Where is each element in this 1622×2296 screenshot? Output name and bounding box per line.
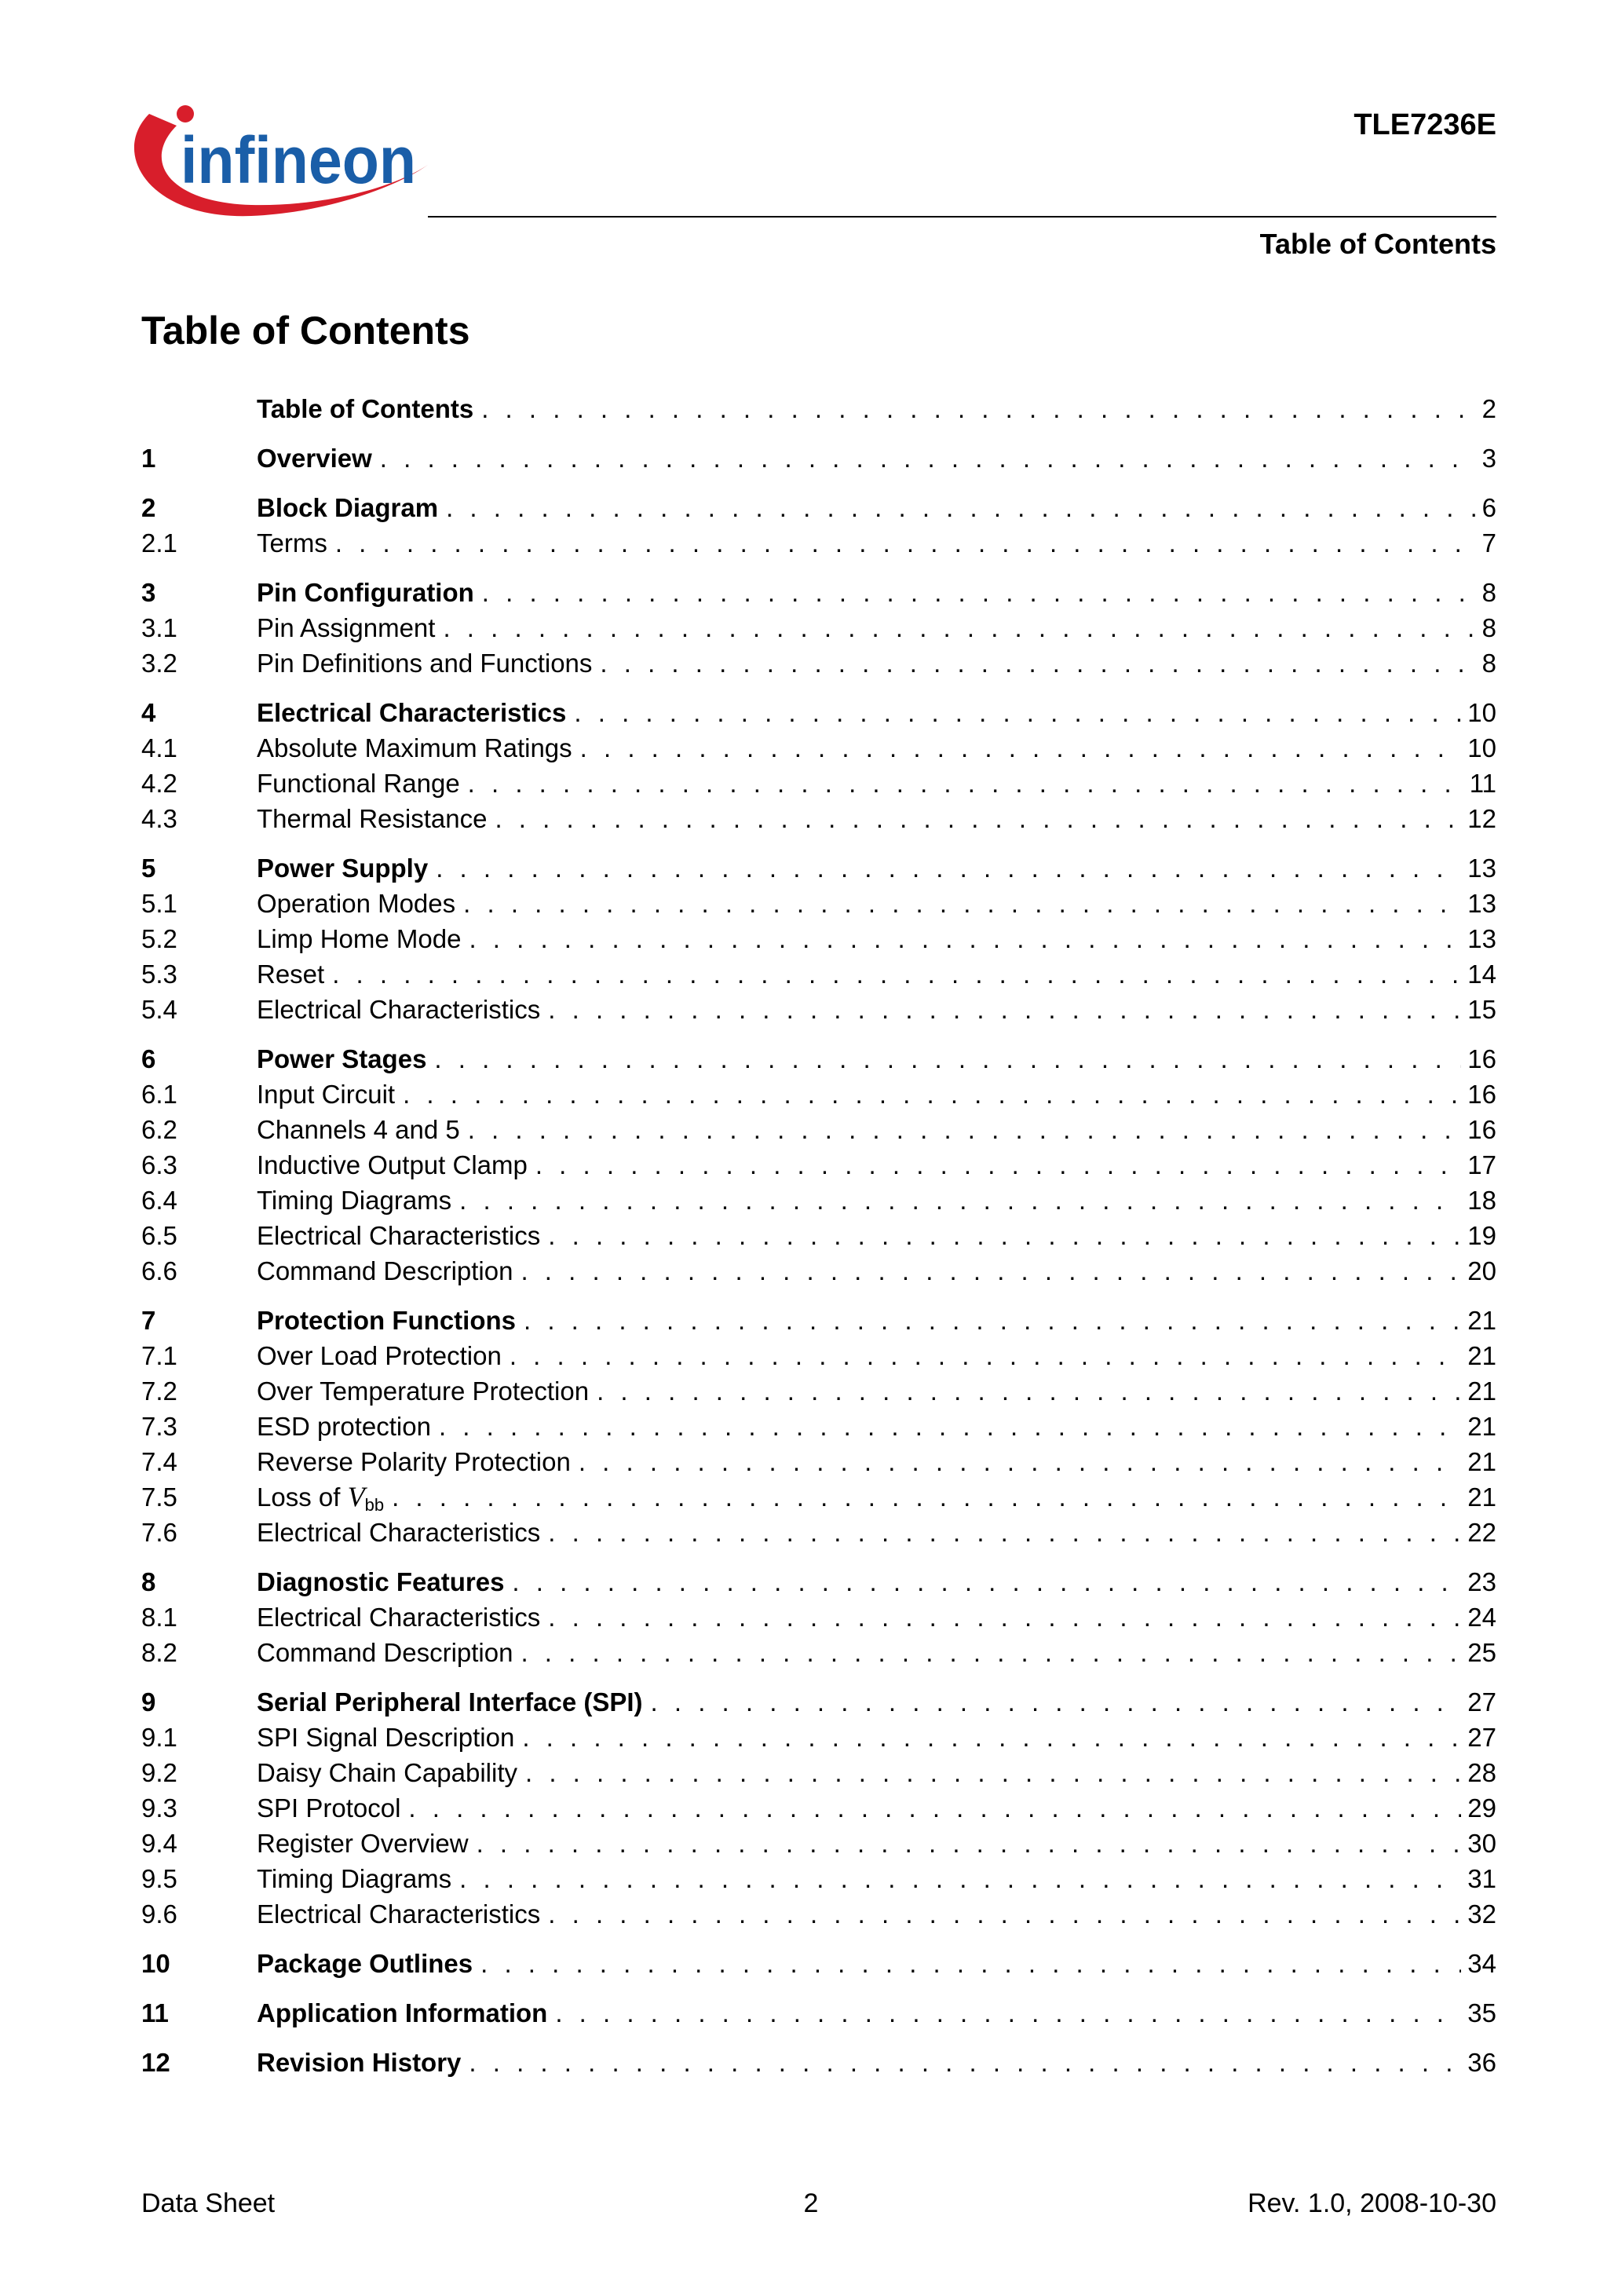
table-of-contents [141, 391, 1496, 2080]
toc-entry-title-text: Application Information [257, 1998, 548, 2027]
toc-entry-title [257, 1041, 434, 1077]
toc-entry-title-text: Electrical Characteristics [257, 1221, 541, 1250]
toc-entry-number: 5.2 [141, 924, 177, 953]
toc-entry-page: 31 [1467, 1864, 1496, 1893]
toc-entry[interactable] [141, 525, 1496, 561]
toc-entry-page: 27 [1467, 1723, 1496, 1752]
toc-entry-number: 7.6 [141, 1518, 177, 1547]
toc-entry-number: 8.1 [141, 1603, 177, 1632]
toc-entry-number: 7.4 [141, 1447, 177, 1476]
toc-entry-title [257, 1720, 522, 1755]
footer-doc-type: Data Sheet [141, 2188, 276, 2218]
toc-entry-page: 6 [1481, 493, 1496, 522]
toc-entry-title-text: Table of Contents [257, 394, 474, 423]
toc-dot-leader [380, 441, 1476, 476]
toc-dot-leader [521, 1635, 1461, 1670]
toc-entry-page: 28 [1467, 1758, 1496, 1787]
toc-entry-title-text: Power Supply [257, 854, 429, 883]
toc-entry[interactable] [141, 2045, 1496, 2080]
toc-entry-title-text: Protection Functions [257, 1306, 516, 1335]
toc-entry-title-text: Daisy Chain Capability [257, 1758, 517, 1787]
toc-entry-number: 1 [141, 444, 156, 473]
toc-entry[interactable] [141, 1444, 1496, 1479]
toc-entry-number: 4.2 [141, 769, 177, 798]
toc-entry[interactable] [141, 1112, 1496, 1147]
toc-entry-title [257, 645, 600, 681]
toc-entry-number: 9 [141, 1687, 156, 1717]
toc-entry-number: 5.4 [141, 995, 177, 1024]
toc-dot-leader [408, 1790, 1461, 1826]
toc-entry-title-text: Electrical Characteristics [257, 1603, 541, 1632]
toc-entry-number: 12 [141, 2048, 170, 2077]
toc-entry-title-text: Pin Configuration [257, 578, 474, 607]
toc-entry-title [257, 2045, 469, 2080]
toc-entry-title [257, 730, 580, 766]
toc-dot-leader [436, 850, 1461, 886]
toc-entry-title [257, 610, 443, 645]
toc-entry[interactable] [141, 1183, 1496, 1218]
toc-dot-leader [597, 1373, 1461, 1409]
toc-dot-leader [469, 2045, 1461, 2080]
toc-entry-number: 6.3 [141, 1150, 177, 1179]
toc-entry-page: 10 [1467, 733, 1496, 762]
toc-entry-title [257, 695, 574, 730]
toc-entry[interactable] [141, 575, 1496, 610]
toc-entry-title [257, 850, 436, 886]
toc-entry-page: 8 [1481, 649, 1496, 678]
toc-entry-page: 25 [1467, 1638, 1496, 1667]
toc-entry-number: 2.1 [141, 528, 177, 558]
toc-entry-number: 4.3 [141, 804, 177, 833]
toc-entry-title-text: Revision History [257, 2048, 462, 2077]
toc-entry-number: 8 [141, 1567, 156, 1596]
toc-entry-title [257, 992, 548, 1027]
toc-entry[interactable] [141, 1303, 1496, 1338]
toc-entry[interactable] [141, 1409, 1496, 1444]
toc-entry-number: 7.5 [141, 1483, 177, 1512]
toc-entry-title-text: Terms [257, 528, 327, 558]
toc-entry-title-text: Register Overview [257, 1829, 469, 1858]
toc-entry-title-text: Over Temperature Protection [257, 1377, 590, 1406]
voltage-symbol-subscript: bb [364, 1495, 385, 1515]
toc-entry-title-text: Over Load Protection [257, 1341, 502, 1370]
toc-entry-title-text: Electrical Characteristics [257, 1899, 541, 1929]
toc-dot-leader [525, 1755, 1461, 1790]
toc-entry-title [257, 1790, 408, 1826]
toc-entry-title [257, 575, 482, 610]
toc-entry-title [257, 1147, 535, 1183]
toc-entry[interactable] [141, 850, 1496, 886]
toc-entry-page: 19 [1467, 1221, 1496, 1250]
toc-entry-title [257, 766, 468, 801]
toc-dot-leader [443, 610, 1475, 645]
toc-entry-page: 15 [1467, 995, 1496, 1024]
toc-entry-page: 21 [1467, 1483, 1496, 1512]
toc-entry[interactable] [141, 441, 1496, 476]
header-section-title: Table of Contents [1259, 228, 1496, 260]
toc-entry-number: 3 [141, 578, 156, 607]
toc-entry[interactable] [141, 1635, 1496, 1670]
toc-entry-title [257, 1444, 579, 1479]
toc-entry-title [257, 1183, 459, 1218]
toc-entry-number: 9.6 [141, 1899, 177, 1929]
toc-entry-number: 5.3 [141, 960, 177, 989]
toc-dot-leader [548, 992, 1461, 1027]
toc-entry[interactable] [141, 1826, 1496, 1861]
footer-page-number: 2 [803, 2188, 819, 2218]
toc-entry-title-text: Reset [257, 960, 325, 989]
toc-dot-leader [524, 1303, 1461, 1338]
toc-entry-title-text: Serial Peripheral Interface (SPI) [257, 1687, 643, 1717]
toc-entry-page: 21 [1467, 1447, 1496, 1476]
toc-entry-title-text: Pin Definitions and Functions [257, 649, 593, 678]
voltage-symbol: V [347, 1481, 365, 1512]
toc-entry[interactable] [141, 1600, 1496, 1635]
toc-entry-title-text: Channels 4 and 5 [257, 1115, 460, 1144]
toc-entry-title-text: Reverse Polarity Protection [257, 1447, 571, 1476]
toc-entry-number: 6.1 [141, 1080, 177, 1109]
toc-entry[interactable] [141, 921, 1496, 956]
toc-entry-page: 13 [1467, 924, 1496, 953]
toc-entry-page: 20 [1467, 1256, 1496, 1285]
toc-entry-page: 34 [1467, 1949, 1496, 1978]
toc-entry-title [257, 921, 469, 956]
toc-dot-leader [332, 956, 1461, 992]
toc-entry-number: 7 [141, 1306, 156, 1335]
toc-entry-page: 16 [1467, 1080, 1496, 1109]
toc-entry[interactable] [141, 1564, 1496, 1600]
toc-entry-page: 21 [1467, 1377, 1496, 1406]
toc-entry-title [257, 1218, 548, 1253]
toc-entry-number: 6.5 [141, 1221, 177, 1250]
toc-entry-number: 7.2 [141, 1377, 177, 1406]
toc-dot-leader [522, 1720, 1461, 1755]
toc-entry-title [257, 1515, 548, 1550]
toc-dot-leader [535, 1147, 1461, 1183]
toc-entry-title-text: Overview [257, 444, 372, 473]
toc-entry-number: 6.6 [141, 1256, 177, 1285]
toc-entry-title [257, 1946, 480, 1981]
toc-dot-leader [580, 730, 1462, 766]
toc-entry-title-text: Command Description [257, 1638, 513, 1667]
toc-entry-page: 23 [1467, 1567, 1496, 1596]
toc-entry-title [257, 1338, 510, 1373]
toc-dot-leader [574, 695, 1461, 730]
toc-dot-leader [510, 1338, 1461, 1373]
toc-entry[interactable] [141, 1147, 1496, 1183]
toc-entry-title [257, 1896, 548, 1932]
toc-dot-leader [463, 886, 1461, 921]
toc-entry[interactable] [141, 1946, 1496, 1981]
toc-entry-title-text: Inductive Output Clamp [257, 1150, 528, 1179]
toc-entry-page: 16 [1467, 1044, 1496, 1073]
toc-entry-title [257, 1600, 548, 1635]
toc-entry-title-text: Loss of [257, 1483, 348, 1512]
toc-entry-page: 16 [1467, 1115, 1496, 1144]
page-title: Table of Contents [141, 309, 470, 353]
toc-entry-page: 32 [1467, 1899, 1496, 1929]
toc-entry-title-text: Absolute Maximum Ratings [257, 733, 572, 762]
toc-dot-leader [446, 490, 1476, 525]
toc-entry-title [257, 1755, 525, 1790]
toc-entry-page: 22 [1467, 1518, 1496, 1547]
toc-entry[interactable] [141, 766, 1496, 801]
toc-entry-title [257, 1373, 597, 1409]
toc-entry-number: 9.1 [141, 1723, 177, 1752]
toc-entry[interactable] [141, 391, 1496, 426]
toc-entry-number: 5 [141, 854, 156, 883]
toc-entry[interactable] [141, 1720, 1496, 1755]
toc-entry[interactable] [141, 1218, 1496, 1253]
toc-entry-page: 18 [1467, 1186, 1496, 1215]
toc-entry-page: 10 [1467, 698, 1496, 727]
toc-entry-page: 8 [1481, 578, 1496, 607]
toc-entry[interactable] [141, 695, 1496, 730]
toc-entry-title-text: Input Circuit [257, 1080, 396, 1109]
toc-dot-leader [495, 801, 1461, 836]
toc-entry[interactable] [141, 1479, 1496, 1515]
toc-entry-page: 14 [1467, 960, 1496, 989]
toc-entry-page: 7 [1481, 528, 1496, 558]
toc-dot-leader [521, 1253, 1461, 1289]
toc-entry-title-text: Timing Diagrams [257, 1864, 452, 1893]
toc-entry-title [257, 1995, 555, 2031]
toc-entry-title-text: Limp Home Mode [257, 924, 462, 953]
toc-entry[interactable] [141, 886, 1496, 921]
toc-entry-number: 9.4 [141, 1829, 177, 1858]
toc-entry-page: 24 [1467, 1603, 1496, 1632]
toc-dot-leader [439, 1409, 1461, 1444]
toc-entry-page: 2 [1481, 394, 1496, 423]
toc-entry-title [257, 1564, 512, 1600]
toc-entry-title [257, 525, 335, 561]
toc-entry-title-text: SPI Protocol [257, 1793, 401, 1823]
toc-entry-title-text: Thermal Resistance [257, 804, 488, 833]
toc-entry-title-text: Block Diagram [257, 493, 439, 522]
toc-entry-page: 27 [1467, 1687, 1496, 1717]
footer-revision: Rev. 1.0, 2008-10-30 [1248, 2188, 1496, 2218]
toc-entry-number: 9.5 [141, 1864, 177, 1893]
logo-wordmark: infineon [181, 123, 416, 197]
toc-entry[interactable] [141, 1790, 1496, 1826]
toc-entry-number: 3.1 [141, 613, 177, 642]
toc-entry-number: 7.1 [141, 1341, 177, 1370]
toc-dot-leader [548, 1515, 1461, 1550]
toc-dot-leader [335, 525, 1476, 561]
toc-entry-title-text: Functional Range [257, 769, 460, 798]
toc-entry[interactable] [141, 1515, 1496, 1550]
toc-entry-title [257, 886, 463, 921]
toc-dot-leader [482, 575, 1476, 610]
toc-entry[interactable] [141, 1253, 1496, 1289]
toc-entry[interactable] [141, 1338, 1496, 1373]
toc-entry-number: 6.2 [141, 1115, 177, 1144]
toc-entry[interactable] [141, 956, 1496, 992]
toc-entry-title-text: ESD protection [257, 1412, 431, 1441]
toc-dot-leader [548, 1896, 1461, 1932]
toc-entry-number: 9.3 [141, 1793, 177, 1823]
toc-entry-number: 2 [141, 493, 156, 522]
toc-entry-title-text: Power Stages [257, 1044, 427, 1073]
toc-entry-title [257, 1409, 439, 1444]
toc-entry-page: 3 [1481, 444, 1496, 473]
toc-dot-leader [477, 1826, 1462, 1861]
toc-entry-title [257, 391, 481, 426]
toc-entry-number: 8.2 [141, 1638, 177, 1667]
toc-dot-leader [651, 1684, 1462, 1720]
toc-entry[interactable] [141, 645, 1496, 681]
toc-dot-leader [468, 1112, 1462, 1147]
toc-dot-leader [392, 1479, 1461, 1515]
toc-dot-leader [555, 1995, 1461, 2031]
toc-entry-number: 6 [141, 1044, 156, 1073]
toc-entry-number: 4.1 [141, 733, 177, 762]
toc-entry[interactable] [141, 730, 1496, 766]
toc-dot-leader [579, 1444, 1461, 1479]
toc-entry[interactable] [141, 1373, 1496, 1409]
toc-dot-leader [403, 1077, 1461, 1112]
toc-entry-page: 21 [1467, 1341, 1496, 1370]
toc-entry-page: 11 [1469, 769, 1496, 798]
toc-entry[interactable] [141, 1896, 1496, 1932]
toc-entry-title-text: Pin Assignment [257, 613, 436, 642]
toc-entry-number: 7.3 [141, 1412, 177, 1441]
toc-entry[interactable] [141, 1861, 1496, 1896]
toc-entry[interactable] [141, 1684, 1496, 1720]
toc-entry-title-text: Command Description [257, 1256, 513, 1285]
toc-entry-number: 6.4 [141, 1186, 177, 1215]
toc-dot-leader [548, 1600, 1461, 1635]
toc-entry-title [257, 1077, 403, 1112]
toc-entry-title [257, 1112, 468, 1147]
toc-entry-number: 9.2 [141, 1758, 177, 1787]
toc-entry-title-text: SPI Signal Description [257, 1723, 515, 1752]
toc-entry-title-text: Electrical Characteristics [257, 1518, 541, 1547]
toc-dot-leader [459, 1861, 1461, 1896]
toc-dot-leader [548, 1218, 1461, 1253]
toc-entry-number: 4 [141, 698, 156, 727]
toc-entry-page: 30 [1467, 1829, 1496, 1858]
product-name: TLE7236E [1353, 108, 1496, 141]
toc-entry-title [257, 490, 446, 525]
toc-entry-page: 13 [1467, 854, 1496, 883]
header-rule [428, 216, 1496, 218]
toc-entry-title [257, 1826, 477, 1861]
toc-entry-number: 3.2 [141, 649, 177, 678]
toc-entry-page: 8 [1481, 613, 1496, 642]
toc-entry-title-text: Operation Modes [257, 889, 456, 918]
logo-dot [177, 105, 194, 122]
toc-entry-page: 17 [1467, 1150, 1496, 1179]
toc-dot-leader [481, 391, 1475, 426]
toc-entry-number: 11 [141, 1998, 169, 2027]
toc-dot-leader [434, 1041, 1461, 1077]
toc-entry[interactable] [141, 490, 1496, 525]
toc-entry-page: 35 [1467, 1998, 1496, 2027]
toc-entry[interactable] [141, 610, 1496, 645]
toc-entry[interactable] [141, 1755, 1496, 1790]
toc-entry-title-text: Electrical Characteristics [257, 698, 567, 727]
toc-entry-page: 21 [1467, 1412, 1496, 1441]
toc-entry-title [257, 1635, 521, 1670]
toc-entry[interactable] [141, 1995, 1496, 2031]
toc-entry-title-text: Package Outlines [257, 1949, 473, 1978]
toc-entry-page: 12 [1467, 804, 1496, 833]
toc-entry-number: 5.1 [141, 889, 177, 918]
toc-entry-title [257, 1253, 521, 1289]
toc-dot-leader [512, 1564, 1461, 1600]
toc-entry-title [257, 441, 380, 476]
toc-dot-leader [468, 766, 1463, 801]
toc-dot-leader [480, 1946, 1461, 1981]
toc-entry-title [257, 1861, 459, 1896]
toc-entry[interactable] [141, 1041, 1496, 1077]
toc-entry-title [257, 801, 495, 836]
toc-entry-page: 29 [1467, 1793, 1496, 1823]
toc-dot-leader [469, 921, 1461, 956]
toc-entry-title-text: Timing Diagrams [257, 1186, 452, 1215]
toc-entry-title [257, 1479, 392, 1515]
toc-entry-page: 36 [1467, 2048, 1496, 2077]
toc-entry-number: 10 [141, 1949, 170, 1978]
toc-dot-leader [600, 645, 1475, 681]
toc-entry-page: 13 [1467, 889, 1496, 918]
toc-dot-leader [459, 1183, 1461, 1218]
toc-entry[interactable] [141, 1077, 1496, 1112]
toc-entry-title [257, 1684, 651, 1720]
toc-entry-title [257, 1303, 524, 1338]
infineon-logo [133, 90, 436, 224]
toc-entry-title [257, 956, 332, 992]
toc-entry-title-text: Electrical Characteristics [257, 995, 541, 1024]
toc-entry[interactable] [141, 801, 1496, 836]
toc-entry-page: 21 [1467, 1306, 1496, 1335]
toc-entry-title-text: Diagnostic Features [257, 1567, 505, 1596]
toc-entry[interactable] [141, 992, 1496, 1027]
